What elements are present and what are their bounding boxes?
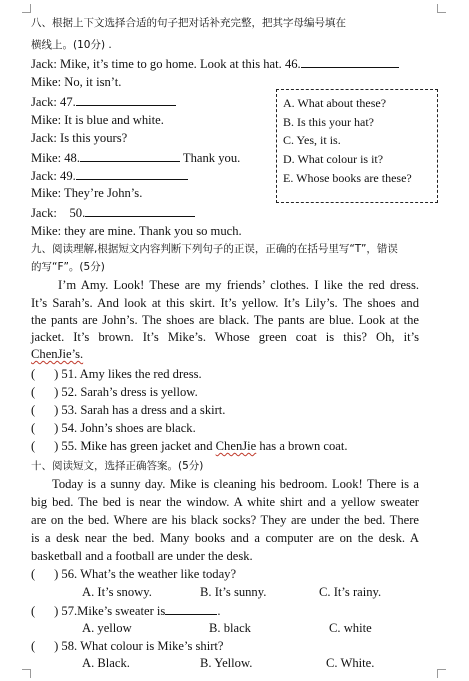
dialogue-line: Mike: They’re John’s. <box>31 186 143 200</box>
section-10-heading: 十、阅读短文，选择正确答案。(5分) <box>31 460 204 472</box>
answer-parens[interactable]: ( ) <box>31 367 59 381</box>
choice-a[interactable]: A. Black. <box>82 656 130 670</box>
answer-parens[interactable]: ( ) <box>31 639 59 653</box>
answer-parens[interactable]: ( ) <box>31 403 59 417</box>
passage-line: the pants are John’s. The shoes are black. The pants are blue. Look at the <box>31 313 419 327</box>
page-corner-mark <box>22 4 31 13</box>
true-false-item: ( ) 54. John’s shoes are black. <box>31 421 196 435</box>
passage-line: jacket. It’s brown. It’s Mike’s. Whose green coat is this? Oh, it’s <box>31 330 419 344</box>
dialogue-line: Mike: 48. Thank you. <box>31 151 241 165</box>
dialogue-line: Jack: Is this yours? <box>31 131 128 145</box>
page-corner-mark <box>22 669 31 678</box>
answer-blank-46[interactable] <box>301 55 399 68</box>
section-8-heading: 八、根据上下文选择合适的句子把对话补充完整，把其字母编号填在 <box>31 17 346 29</box>
dialogue-line: Jack: Mike, it’s time to go home. Look at this hat. 46. <box>31 55 399 72</box>
true-false-item: ( ) 51. Amy likes the red dress. <box>31 367 202 381</box>
question-56: ( ) 56. What’s the weather like today? <box>31 567 237 581</box>
choice-b[interactable]: B. It’s sunny. <box>200 585 267 599</box>
true-false-item: ( ) 53. Sarah has a dress and a skirt. <box>31 403 226 417</box>
answer-parens[interactable]: ( ) <box>31 604 59 618</box>
answer-blank-50[interactable] <box>85 204 195 217</box>
question-57: ( ) 57.Mike’s sweater is . <box>31 604 221 618</box>
section-8-heading-cont: 横线上。(10分) . <box>31 39 112 51</box>
passage-line: big bed. The bed is near the window. A white shirt and a yellow sweater <box>31 495 419 509</box>
answer-blank-57[interactable] <box>165 602 217 615</box>
answer-parens[interactable]: ( ) <box>31 385 59 399</box>
true-false-item: ( ) 52. Sarah’s dress is yellow. <box>31 385 198 399</box>
choice-c[interactable]: C. white <box>329 621 372 635</box>
option-b: B. Is this your hat? <box>283 115 374 129</box>
passage-line: is a desk near the bed. Many books and a computer are on the desk. A <box>31 531 419 545</box>
choice-b[interactable]: B. black <box>209 621 251 635</box>
dialogue-line: Mike: No, it isn’t. <box>31 75 122 89</box>
question-58: ( ) 58. What colour is Mike’s shirt? <box>31 639 224 653</box>
choice-a[interactable]: A. yellow <box>82 621 132 635</box>
options-box <box>276 89 438 203</box>
choice-b[interactable]: B. Yellow. <box>200 656 253 670</box>
dialogue-line: Jack: 47. <box>31 93 176 110</box>
answer-parens[interactable]: ( ) <box>31 439 59 453</box>
section-9-heading: 九、阅读理解,根据短文内容判断下列句子的正误，正确的在括号里写“T”，错误 <box>31 243 398 255</box>
dialogue-line: Mike: they are mine. Thank you so much. <box>31 224 242 238</box>
true-false-item: ( ) 55. Mike has green jacket and ChenJie has a brown coat. <box>31 439 348 453</box>
answer-parens[interactable]: ( ) <box>31 421 59 435</box>
passage-line: ChenJie’s. <box>31 347 84 361</box>
passage-line: I’m Amy. Look! These are my friends’ clothes. I like the red dress. <box>58 278 419 292</box>
passage-line: basketball and a football are under the desk. <box>31 549 253 563</box>
passage-line: It’s Sarah’s. And look at this skirt. It’s yellow. It’s Lily’s. The shoes and <box>31 296 419 310</box>
option-a: A. What about these? <box>283 96 387 110</box>
answer-blank-48[interactable] <box>80 149 180 162</box>
choice-c[interactable]: C. It’s rainy. <box>319 585 382 599</box>
dialogue-line: Jack: 49. <box>31 167 188 184</box>
passage-line: are on the bed. Where are his black socks? They are under the bed. There <box>31 513 419 527</box>
answer-parens[interactable]: ( ) <box>31 567 59 581</box>
option-d: D. What colour is it? <box>283 152 384 166</box>
page-corner-mark <box>437 669 446 678</box>
page-corner-mark <box>437 4 446 13</box>
choice-a[interactable]: A. It’s snowy. <box>82 585 152 599</box>
answer-blank-47[interactable] <box>76 93 176 106</box>
passage-line: Today is a sunny day. Mike is cleaning his bedroom. Look! There is a <box>52 477 419 491</box>
dialogue-line: Jack: 50. <box>31 204 195 221</box>
option-c: C. Yes, it is. <box>283 133 341 147</box>
answer-blank-49[interactable] <box>76 167 188 180</box>
choice-c[interactable]: C. White. <box>326 656 375 670</box>
section-9-heading-cont: 的写“F”。(5分) <box>31 261 105 273</box>
dialogue-line: Mike: It is blue and white. <box>31 113 164 127</box>
option-e: E. Whose books are these? <box>283 171 412 185</box>
